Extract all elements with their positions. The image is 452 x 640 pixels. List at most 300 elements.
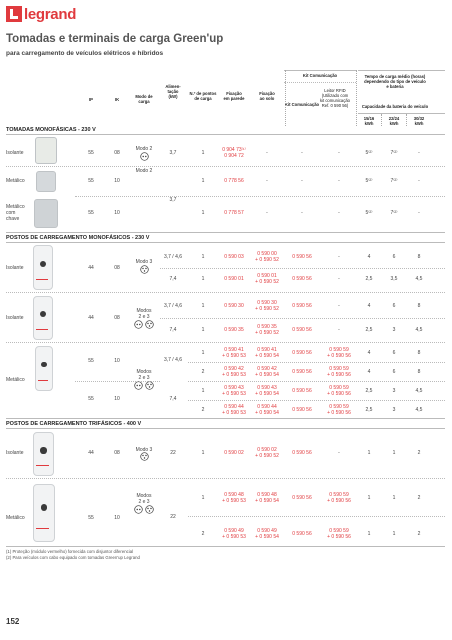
tomada-t1-line: 5⁽²⁾ [365, 210, 373, 216]
tomada-material [6, 178, 46, 184]
tomada-n-pontos-line: 1 [201, 150, 205, 156]
tomada-ref-parede-line: 0 778 56 [224, 178, 244, 184]
charger-tri-metalico-image [33, 484, 55, 542]
header-modo-carga-line: carga [138, 99, 150, 104]
posto-kw-line: 3,7 / 4,6 [163, 254, 183, 260]
tri-n-line: 1 [201, 450, 205, 456]
tri-modo-line: Modo 3 [135, 447, 153, 453]
posto-ref-rfid-line: 0 590 59 [329, 385, 349, 391]
posto-ref-rfid-line: + 0 590 56 [327, 372, 351, 378]
posto-t3 [394, 254, 444, 260]
tri-ref-parede-line: + 0 590 53 [222, 534, 246, 540]
header-fixacao-solo-line: ao solo [259, 96, 275, 101]
posto-ref-solo-line: 0 590 35 [257, 324, 277, 330]
posto-t3 [394, 303, 444, 309]
posto-ref-parede-line: 0 590 44 [224, 404, 244, 410]
posto-t3 [394, 388, 444, 394]
posto-modo-line: Modos [136, 369, 152, 375]
footnote-1: (1) Proteção (módulo vermelho) fornecida com disjuntor diferencial [6, 549, 134, 554]
tri-ref-solo-line: 0 590 49 [257, 528, 277, 534]
header-cap-30 [409, 116, 429, 126]
tri-ref-rfid-line: + 0 590 56 [327, 534, 351, 540]
posto-ik [92, 396, 142, 402]
tomada-ip-line: 55 [88, 178, 94, 184]
posto-modo-line: 2 e 3 [138, 314, 150, 320]
page-number: 152 [6, 617, 20, 626]
tri-t3 [394, 450, 444, 456]
tri-t2-line: 1 [392, 531, 396, 537]
posto-ref-parede-line: + 0 590 53 [222, 410, 246, 416]
tri-ref-rfid-line: 0 590 59 [329, 492, 349, 498]
tri-ref-solo-line: 0 590 02 [257, 447, 277, 453]
tomada-ik [92, 210, 142, 216]
posto-ik-line: 10 [114, 358, 120, 364]
charger-tri-metalico-image-led [36, 528, 49, 529]
header-ik-line: IK [114, 97, 120, 102]
tri-n-line: 2 [201, 531, 205, 537]
posto-ref-solo-line: 0 590 44 [257, 404, 277, 410]
posto-ref-kit-line: 0 590 56 [292, 407, 312, 413]
posto-material-line: Isolante [6, 265, 24, 271]
tomada-t1-line: 5⁽²⁾ [365, 150, 373, 156]
tri-ip-line: 55 [88, 515, 94, 521]
posto-t1-line: 4 [367, 303, 371, 309]
tomada-material [6, 150, 46, 156]
header-fixacao-solo [251, 91, 283, 101]
posto-ref-solo-line: + 0 590 54 [255, 372, 279, 378]
posto-ref-solo-line: 0 590 42 [257, 366, 277, 372]
tri-kw [148, 514, 198, 520]
posto-n-line: 1 [201, 327, 205, 333]
tomada-material [6, 204, 46, 222]
row-divider [284, 70, 356, 71]
header-rfid [315, 88, 355, 108]
posto-n-line: 2 [201, 407, 205, 413]
tri-t3 [394, 531, 444, 537]
header-alimentacao-line: Alimen- [165, 84, 181, 89]
posto-kw-line: 7,4 [169, 327, 177, 333]
tomada-modo-2-line: Modo 2 [135, 168, 153, 174]
tomada-material-line: chave [6, 216, 20, 222]
tomada-rfid-line: - [338, 178, 340, 184]
tri-material [6, 450, 46, 456]
tomada-rfid-line: - [338, 150, 340, 156]
tri-ref-parede-line: + 0 590 53 [222, 498, 246, 504]
header-tempo-carga-line: Tempo de carga médio (horas) [364, 74, 426, 79]
row-divider [6, 342, 445, 343]
posto-kw-line: 7,4 [169, 276, 177, 282]
posto-kw-line: 3,7 / 4,6 [163, 357, 183, 363]
posto-ref-parede-line: + 0 590 53 [222, 372, 246, 378]
posto-t2-line: 3 [392, 407, 396, 413]
row-divider [160, 318, 445, 319]
posto-ik-line: 08 [114, 265, 120, 271]
row-divider [6, 166, 445, 167]
header-cap-15 [359, 116, 379, 126]
tri-kw-line: 22 [170, 450, 176, 456]
tri-ref-kit-line: 0 590 56 [292, 450, 312, 456]
header-fixacao-parede-line: em parede [223, 96, 245, 101]
posto-ip-line: 55 [88, 358, 94, 364]
posto-ip-line: 55 [88, 396, 94, 402]
footnote-2: (2) Para veículos com cabo equipado com tomadas Green'up Legrand [6, 555, 140, 560]
posto-t3-line: 8 [417, 350, 421, 356]
row-divider [75, 196, 445, 197]
header-ip-line: IP [89, 97, 93, 102]
posto-t3 [394, 407, 444, 413]
posto-ref-parede-line: 0 590 43 [224, 385, 244, 391]
posto-kw-line: 3,7 / 4,6 [163, 303, 183, 309]
posto-ref-kit-line: 0 590 56 [292, 254, 312, 260]
row-divider [188, 400, 445, 401]
posto-t2-line: 3,5 [390, 276, 398, 282]
mode-2-icon [134, 320, 143, 329]
posto-ref-solo-line: + 0 590 52 [255, 330, 279, 336]
posto-ref-solo-line: + 0 590 52 [255, 279, 279, 285]
tomada-rfid-line: - [338, 210, 340, 216]
posto-rfid-line: - [338, 254, 340, 260]
posto-ref-parede-line: 0 590 41 [224, 347, 244, 353]
posto-t1-line: 2,5 [365, 407, 373, 413]
header-cap-30-line: kWh [414, 121, 424, 126]
tomada-kit-line: - [301, 150, 303, 156]
page-subtitle: para carregamento de veículos elétricos e híbridos [6, 50, 164, 57]
logo-mark-icon [6, 6, 22, 22]
posto-ref-rfid-line: + 0 590 56 [327, 353, 351, 359]
tomada-t3 [394, 150, 444, 156]
tri-ref-solo-line: 0 590 48 [257, 492, 277, 498]
posto-ref-solo-line: 0 590 43 [257, 385, 277, 391]
tomada-modo-2 [119, 168, 169, 174]
tomada-n-pontos-line: 1 [201, 178, 205, 184]
tomada-ip-line: 55 [88, 210, 94, 216]
header-n-pontos [186, 91, 220, 101]
mode-3-icon [140, 265, 149, 274]
header-ik [110, 97, 124, 102]
posto-ref-solo-line: + 0 590 54 [255, 391, 279, 397]
header-cap-22 [384, 116, 404, 126]
header-cap-22-line: 22/24 [388, 116, 400, 121]
row-divider [6, 478, 445, 479]
header-tempo-carga-line: e bateria [386, 84, 404, 89]
posto-t2-line: 6 [392, 369, 396, 375]
posto-material [6, 315, 46, 321]
mode-3-icon [145, 381, 154, 390]
posto-ref-kit-line: 0 590 56 [292, 350, 312, 356]
posto-material-line: Isolante [6, 315, 24, 321]
row-divider [358, 70, 445, 71]
tomada-n-pontos-line: 1 [201, 210, 205, 216]
mode-3-icon [145, 505, 154, 514]
tri-t1-line: 1 [367, 531, 371, 537]
column-divider [381, 114, 382, 126]
charger-tri-isolante-image-led [36, 465, 49, 466]
posto-ref-parede-line: 0 590 30 [224, 303, 244, 309]
tomada-ik [92, 178, 142, 184]
tri-t2-line: 1 [392, 495, 396, 501]
posto-n-line: 1 [201, 303, 205, 309]
tri-ik-line: 08 [114, 450, 120, 456]
row-divider [6, 134, 445, 135]
tri-ik-line: 10 [114, 515, 120, 521]
header-kit-group [290, 73, 350, 78]
posto-t1-line: 2,5 [365, 327, 373, 333]
header-cap-15-line: 15/16 [363, 116, 375, 121]
tomada-t2-line: 7⁽²⁾ [390, 178, 398, 184]
header-cap-15-line: kWh [364, 121, 374, 126]
column-divider [356, 70, 357, 126]
column-divider [285, 70, 286, 126]
posto-t3-line: 4,5 [415, 276, 423, 282]
posto-material-line: Metálico [6, 377, 25, 383]
posto-t2-line: 3 [392, 327, 396, 333]
row-divider [160, 268, 445, 269]
header-capacidade [355, 104, 435, 109]
header-alimentacao-line: tação [167, 89, 179, 94]
section-tomadas-monofasicas: TOMADAS MONOFÁSICAS - 230 V [6, 127, 96, 133]
tri-ref-parede-line: 0 590 49 [224, 528, 244, 534]
row-divider [6, 428, 445, 429]
tri-ref-parede-line: 0 590 02 [224, 450, 244, 456]
posto-ik-line: 10 [114, 396, 120, 402]
posto-t3 [394, 369, 444, 375]
tri-rfid-line: - [338, 450, 340, 456]
posto-t3-line: 8 [417, 254, 421, 260]
header-kit-group-line: Kit Comunicação [302, 73, 338, 78]
header-rfid-line: (Utilizado com [321, 93, 349, 98]
posto-t3 [394, 350, 444, 356]
posto-t1-line: 4 [367, 254, 371, 260]
tomada-t3 [394, 210, 444, 216]
tomada-solo-line: - [266, 150, 268, 156]
posto-n-line: 1 [201, 350, 205, 356]
tomada-material-line: com [6, 210, 16, 216]
tri-ik [92, 515, 142, 521]
header-alimentacao [159, 84, 187, 99]
posto-t3-line: 8 [417, 369, 421, 375]
posto-n-line: 1 [201, 254, 205, 260]
posto-t2-line: 3 [392, 388, 396, 394]
posto-t1-line: 4 [367, 369, 371, 375]
row-divider [6, 232, 445, 233]
header-rfid-line: Ref. 0 590 56) [321, 103, 349, 108]
row-divider [188, 381, 445, 382]
charger-isolante-m23-image-led [36, 329, 48, 330]
tomada-ref-parede-line: 0 778 57 [224, 210, 244, 216]
posto-ref-solo-line: 0 590 30 [257, 300, 277, 306]
header-alimentacao-line: (kW) [168, 94, 178, 99]
tomada-solo-line: - [266, 178, 268, 184]
tri-n-line: 1 [201, 495, 205, 501]
posto-ref-solo-line: 0 590 00 [257, 251, 277, 257]
posto-ref-kit-line: 0 590 56 [292, 327, 312, 333]
legrand-logo [6, 6, 76, 22]
posto-kw-line: 7,4 [169, 396, 177, 402]
tomada-ik-line: 10 [114, 210, 120, 216]
tomada-t3-line: - [418, 150, 420, 156]
header-rfid-line: kit comunicação [319, 98, 351, 103]
tomada-t3 [394, 178, 444, 184]
posto-ref-kit-line: 0 590 56 [292, 388, 312, 394]
tri-t2-line: 1 [392, 450, 396, 456]
tri-t1-line: 1 [367, 450, 371, 456]
posto-t3-line: 4,5 [415, 388, 423, 394]
posto-t1-line: 4 [367, 350, 371, 356]
posto-ref-parede-line: 0 590 01 [224, 276, 244, 282]
tomada-kw [148, 150, 198, 156]
posto-n-line: 1 [201, 276, 205, 282]
header-kit-line: Kit Comunicação [284, 102, 320, 107]
tomada-modo-line: Modo 2 [135, 146, 153, 152]
posto-modo-line: Modos [136, 308, 152, 314]
tri-ref-solo-line: + 0 590 54 [255, 534, 279, 540]
tri-modo [119, 493, 169, 505]
posto-ref-rfid-line: + 0 590 56 [327, 410, 351, 416]
tomada-ip-line: 55 [88, 150, 94, 156]
tomada-material-line: Metálico [6, 204, 25, 210]
posto-ref-parede-line: + 0 590 53 [222, 353, 246, 359]
posto-ref-parede-line: + 0 590 53 [222, 391, 246, 397]
tri-ref-solo-line: + 0 590 52 [255, 453, 279, 459]
page-title: Tomadas e terminais de carga Green'up [6, 33, 224, 45]
posto-t3-line: 4,5 [415, 407, 423, 413]
tri-modo-line: Modos [136, 493, 152, 499]
header-cap-30-line: 30/32 [413, 116, 425, 121]
tri-material-line: Isolante [6, 450, 24, 456]
charger-metalico-m23-image [35, 346, 53, 391]
posto-ref-parede-line: 0 590 03 [224, 254, 244, 260]
tri-material [6, 515, 46, 521]
posto-t1-line: 2,5 [365, 388, 373, 394]
posto-ref-kit-line: 0 590 56 [292, 303, 312, 309]
posto-n-line: 2 [201, 369, 205, 375]
footnotes [6, 549, 140, 561]
posto-rfid-line: - [338, 327, 340, 333]
tri-ip-line: 44 [88, 450, 94, 456]
charger-isolante-m3-image-led [36, 279, 48, 280]
posto-ref-rfid-line: 0 590 59 [329, 404, 349, 410]
header-fixacao-parede [218, 91, 250, 101]
posto-t2-line: 6 [392, 350, 396, 356]
charger-tri-metalico-image-socket [41, 504, 48, 511]
tri-ref-kit-line: 0 590 56 [292, 495, 312, 501]
posto-t2-line: 6 [392, 254, 396, 260]
tri-ref-rfid-line: 0 590 59 [329, 528, 349, 534]
row-divider [6, 292, 445, 293]
tomada-t1-line: 5⁽²⁾ [365, 178, 373, 184]
posto-ref-rfid-line: 0 590 59 [329, 347, 349, 353]
mode-2-icon [134, 505, 143, 514]
posto-rfid-line: - [338, 276, 340, 282]
header-tempo-carga-line: dependendo do tipo de veículo [364, 79, 426, 84]
posto-ref-solo-line: 0 590 41 [257, 347, 277, 353]
column-divider [406, 114, 407, 126]
tomada-kw-2-line: 3,7 [169, 197, 177, 203]
tri-ref-rfid-line: + 0 590 56 [327, 498, 351, 504]
posto-ref-solo-line: + 0 590 54 [255, 410, 279, 416]
posto-ik [92, 265, 142, 271]
row-divider [358, 113, 445, 114]
tri-modo-line: 2 e 3 [138, 499, 150, 505]
posto-t3 [394, 276, 444, 282]
posto-rfid-line: - [338, 303, 340, 309]
tri-t3 [394, 495, 444, 501]
posto-ip-line: 44 [88, 265, 94, 271]
header-modo-carga-line: Modo de [135, 94, 153, 99]
tri-ref-kit-line: 0 590 56 [292, 531, 312, 537]
posto-ref-rfid-line: 0 590 59 [329, 366, 349, 372]
tomada-t3-line: - [418, 178, 420, 184]
posto-ref-kit-line: 0 590 56 [292, 369, 312, 375]
tri-material-line: Metálico [6, 515, 25, 521]
posto-kw [148, 396, 198, 402]
row-divider [6, 418, 445, 419]
posto-material [6, 265, 46, 271]
posto-modo-line: 2 e 3 [138, 375, 150, 381]
posto-ref-kit-line: 0 590 56 [292, 276, 312, 282]
posto-t1-line: 2,5 [365, 276, 373, 282]
tomada-ref-parede-line: 0 904 73⁽¹⁾ [222, 147, 246, 153]
tomada-t3-line: - [418, 210, 420, 216]
posto-ref-parede-line: 0 590 42 [224, 366, 244, 372]
header-fixacao-parede-line: Fixação [226, 91, 242, 96]
posto-t2-line: 6 [392, 303, 396, 309]
posto-ref-parede-line: 0 590 35 [224, 327, 244, 333]
header-n-pontos-line: N.º de pontos [189, 91, 217, 96]
posto-ik-line: 08 [114, 315, 120, 321]
header-rfid-line: Leitor RFID [324, 88, 346, 93]
posto-ref-solo-line: 0 590 01 [257, 273, 277, 279]
posto-n-line: 1 [201, 388, 205, 394]
posto-ip-line: 44 [88, 315, 94, 321]
posto-t3-line: 8 [417, 303, 421, 309]
row-divider [188, 362, 445, 363]
posto-ref-rfid-line: + 0 590 56 [327, 391, 351, 397]
posto-ik [92, 358, 142, 364]
header-fixacao-solo-line: Fixação [259, 91, 275, 96]
posto-t3 [394, 327, 444, 333]
row-divider [6, 546, 445, 547]
posto-ref-solo-line: + 0 590 54 [255, 353, 279, 359]
posto-modo [119, 369, 169, 381]
charger-metalico-m23-image-socket [41, 362, 46, 367]
tomada-material-line: Metálico [6, 178, 25, 184]
tomada-material-line: Isolante [6, 150, 24, 156]
tomada-ik-line: 08 [114, 150, 120, 156]
tomada-kw-line: 3,7 [169, 150, 177, 156]
tomada-kit-line: - [301, 210, 303, 216]
posto-material [6, 377, 46, 383]
posto-t3-line: 4,5 [415, 327, 423, 333]
tri-ref-parede-line: 0 590 48 [224, 492, 244, 498]
header-n-pontos-line: de carga [194, 96, 212, 101]
brand-name: legrand [24, 5, 77, 23]
row-divider [75, 381, 160, 382]
tomada-kw-2 [148, 197, 198, 203]
tri-t3-line: 2 [417, 450, 421, 456]
posto-ref-solo-line: + 0 590 52 [255, 257, 279, 263]
header-ip [84, 97, 98, 102]
section-postos-trifasicos: POSTOS DE CARREGAMENTO TRIFÁSICOS - 400 V [6, 421, 142, 427]
tri-t1-line: 1 [367, 495, 371, 501]
tomada-kit-line: - [301, 178, 303, 184]
posto-ref-solo-line: + 0 590 52 [255, 306, 279, 312]
tri-t3-line: 2 [417, 531, 421, 537]
tomada-ref-parede-line: 0 904 72 [224, 153, 244, 159]
header-cap-22-line: kWh [389, 121, 399, 126]
header-capacidade-line: Capacidade da bateria do veículo [361, 104, 429, 109]
row-divider [6, 242, 445, 243]
